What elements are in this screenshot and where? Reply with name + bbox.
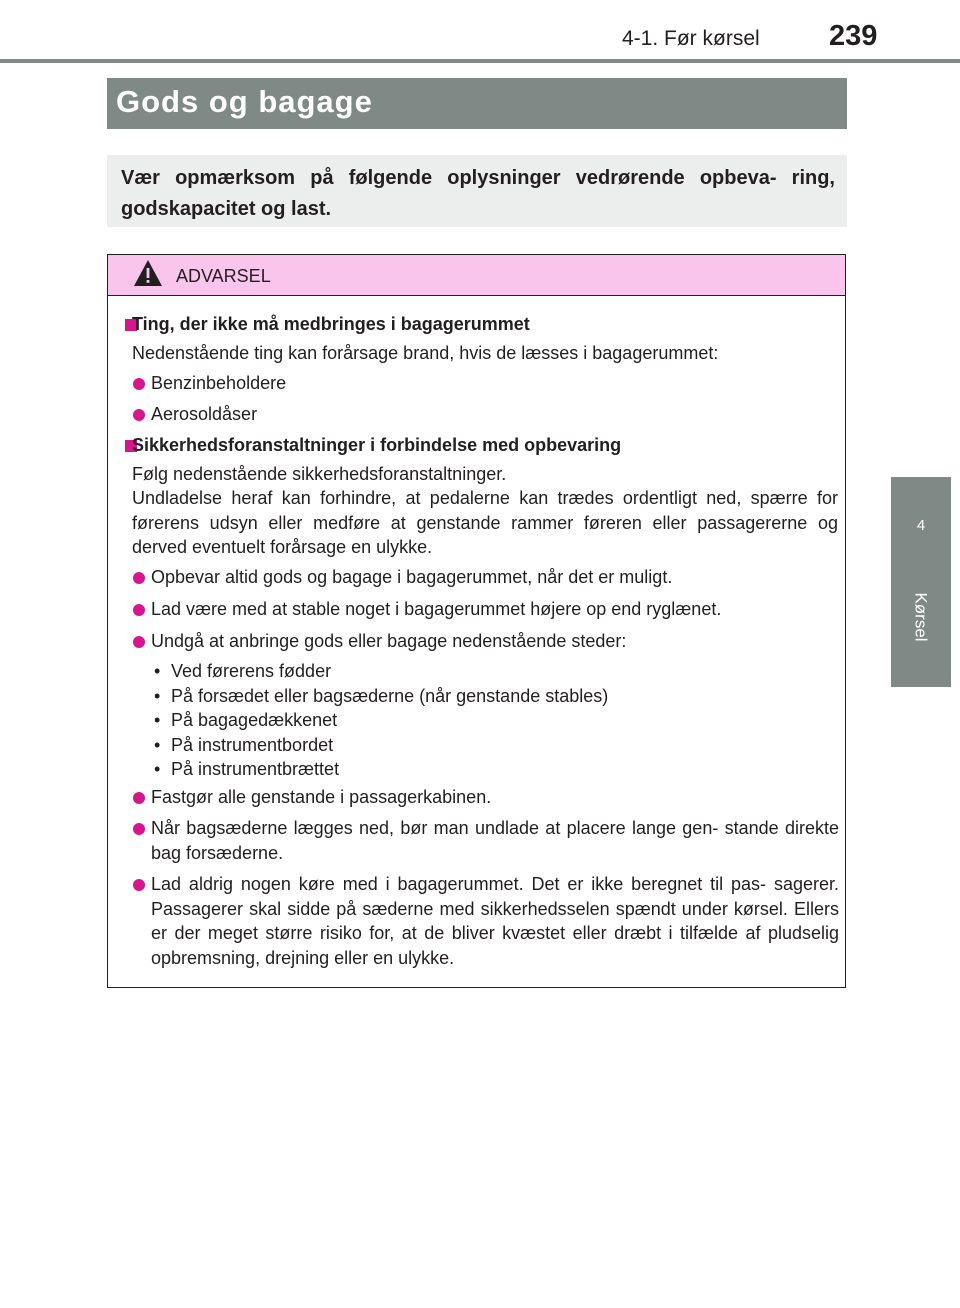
section-heading: Ting, der ikke må medbringes i bagagerummet bbox=[132, 314, 530, 334]
page-number: 239 bbox=[829, 20, 878, 52]
intro-box bbox=[107, 155, 847, 227]
title-bar bbox=[107, 78, 847, 129]
list-item: Lad aldrig nogen køre med i bagagerummet. Det er ikke beregnet til pas- sagerer. Passagerer skal sidde på sæderne med sikkerhedsselen spændt under kørsel. Ellers er der meget større risiko for, at de bliver kvæstet eller dræbt i tilfælde af pludselig opbremsning, drejning eller en ulykke. bbox=[151, 874, 839, 968]
sub-list-item: • På instrumentbrættet bbox=[154, 757, 339, 782]
chapter-label: Kørsel bbox=[912, 592, 931, 642]
list-item: Fastgør alle genstande i passagerkabinen. bbox=[151, 787, 492, 807]
warning-title: ADVARSEL bbox=[176, 266, 271, 286]
list-item: Benzinbeholdere bbox=[151, 373, 287, 393]
intro-text: Vær opmærksom på følgende oplysninger vedrørende opbeva- ring, godskapacitet og last. bbox=[121, 167, 835, 220]
chapter-label-wrap bbox=[901, 587, 941, 647]
section-heading: Sikkerhedsforanstaltninger i forbindelse med opbevaring bbox=[132, 435, 622, 455]
chapter-number: 4 bbox=[916, 517, 926, 534]
header-rule bbox=[0, 59, 960, 63]
warning-triangle-icon bbox=[133, 259, 163, 287]
round-bullet-icon bbox=[133, 823, 145, 835]
list-item: Undgå at anbringe gods eller bagage nedenstående steder: bbox=[151, 631, 627, 651]
section-text: Følg nedenstående sikkerhedsforanstaltninger. bbox=[132, 464, 507, 484]
round-bullet-icon bbox=[133, 409, 145, 421]
list-item: Når bagsæderne lægges ned, bør man undlade at placere lange gen- stande direkte bag forsæderne. bbox=[151, 818, 839, 863]
header-section-title: 4-1. Før kørsel bbox=[622, 27, 760, 50]
list-item: Aerosoldåser bbox=[151, 404, 258, 424]
list-item: Opbevar altid gods og bagage i bagagerummet, når det er muligt. bbox=[151, 567, 673, 587]
sub-list-item: • På instrumentbordet bbox=[154, 733, 333, 758]
round-bullet-icon bbox=[133, 378, 145, 390]
sub-list-item: • På forsædet eller bagsæderne (når genstande stables) bbox=[154, 684, 608, 709]
section-text: Undladelse heraf kan forhindre, at pedalerne kan trædes ordentligt ned, spærre for førerens udsyn eller medføre at genstande rammer føreren eller passagererne og derved eventuelt forårsage en ulykke. bbox=[132, 488, 838, 557]
round-bullet-icon bbox=[133, 604, 145, 616]
round-bullet-icon bbox=[133, 792, 145, 804]
sub-list-item: • På bagagedækkenet bbox=[154, 708, 337, 733]
round-bullet-icon bbox=[133, 879, 145, 891]
round-bullet-icon bbox=[133, 636, 145, 648]
sub-list-item: • Ved førerens fødder bbox=[154, 659, 331, 684]
page-title: Gods og bagage bbox=[116, 84, 373, 119]
list-item: Lad være med at stable noget i bagagerummet højere op end ryglænet. bbox=[151, 599, 722, 619]
round-bullet-icon bbox=[133, 572, 145, 584]
section-text: Nedenstående ting kan forårsage brand, hvis de læsses i bagagerummet: bbox=[132, 343, 719, 363]
warning-header bbox=[108, 255, 845, 296]
warning-box bbox=[107, 254, 846, 988]
chapter-tab bbox=[891, 477, 951, 687]
